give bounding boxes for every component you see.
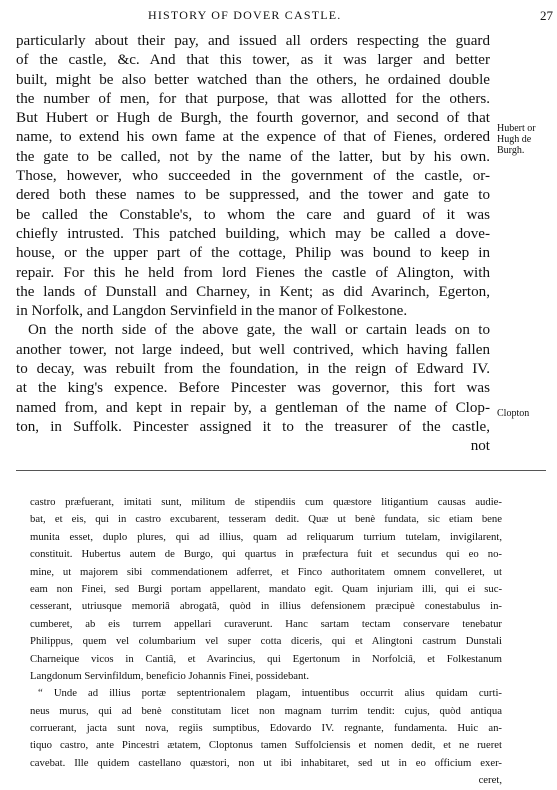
- running-head: [0, 8, 557, 28]
- footnote-line: castro præfuerant, imitati sunt, militum de stipendiis cum quæstore litigantium causas audie-: [30, 496, 502, 508]
- text-line: house, or the upper part of the cottage, Philip was bound to keep in: [16, 245, 490, 262]
- page-number: 27: [540, 8, 553, 23]
- text-line: particularly about their pay, and issued all orders respecting the guard: [16, 33, 490, 49]
- footnote-line: tiquo castro, ante Pincestri ætatem, Cloptonus tamen Suffolciensis et nomen dedit, et ne rueret: [30, 739, 502, 752]
- text-line: On the north side of the above gate, the wall or cartain leads on to: [28, 322, 490, 339]
- text-line: name, to extend his own fame at the expence of that of Fienes, ordered: [16, 129, 490, 146]
- text-line: another tower, not large indeed, but well contrived, which having fallen: [16, 341, 490, 358]
- text-line: the gate to be called, not by the name of the latter, but by his own.: [16, 148, 490, 165]
- footnote-line: eam non Finei, sed Burgi portam appellarent, mandato egit. Quam injuriam illi, qui ei suc-: [30, 582, 502, 595]
- running-head-title: HISTORY OF DOVER CASTLE.: [148, 8, 342, 22]
- text-line: named from, and kept in repair by, a gentleman of the name of Clop-: [16, 399, 490, 416]
- footnote-line: Langdonum Servinfildum, beneficio Johannis Finei, possidebant.: [30, 669, 310, 682]
- text-line: be called the Constable's, to whom the care and guard of it was: [16, 206, 490, 223]
- margin-note-clopton: Clopton: [497, 408, 530, 419]
- margin-note-hubert: Hubert or Hugh de Burgh.: [497, 123, 536, 156]
- footnote-line: ceret,: [478, 774, 502, 787]
- footnote-line: cumberet, ab eis turrem appellari curaverunt. Hanc sartam tectam conservare tenebatur: [30, 617, 502, 630]
- text-line: in Norfolk, and Langdon Servinfield in the manor of Folkestone.: [16, 303, 408, 320]
- footnote-line: cesserant, utriusque memoriâ abrogatâ, quòd in illius defensionem præcipuè conestabulus in-: [30, 600, 502, 613]
- text-line: repair. For this he held from lord Fienes the castle of Alington, with: [16, 264, 490, 281]
- footnote-line: neus murus, qui ad benè constitutam licet non magnam turrim tendit: cujus, quòd antiqua: [30, 704, 502, 717]
- text-line: the number of men, for that purpose, that was allotted for the others.: [16, 90, 490, 107]
- footnote-line: cavebat. Ille quidem castellano quæstori, non ut ibi inhabitaret, sed ut in eo officium exer-: [30, 756, 502, 769]
- text-line: to decay, was rebuilt from the foundation, in the reign of Edward IV.: [16, 361, 490, 378]
- footnote-line: mine, ut majorem sibi commendationem adferret, et Finco authoritatem omnem convelleret, ut: [30, 565, 502, 578]
- text-line: Those, however, who succeeded in the government of the castle, or-: [16, 168, 490, 185]
- footnote-line: “ Unde ad illius portæ septentrionalem plagam, intuentibus occurrit alius quidam curti-: [38, 687, 502, 700]
- text-line: the lands of Dunstall and Charney, in Kent; as did Avarinch, Egerton,: [16, 283, 490, 300]
- text-line: not: [470, 438, 490, 455]
- text-line: of the castle, &c. And that this tower, as it was larger and better: [16, 52, 490, 69]
- text-line: at the king's expence. Before Pincester was governor, this fort was: [16, 380, 490, 397]
- text-line: ton, in Suffolk. Pincester assigned it to the treasurer of the castle,: [16, 418, 490, 435]
- text-line: dered both these names to be suppressed, and the tower and gate to: [16, 187, 490, 204]
- latin-footnote: [30, 494, 502, 790]
- footnote-line: constituit. Hubertus autem de Burgo, qui quartus in præfectura fuit et secundus qui eo no-: [30, 548, 502, 561]
- footnote-line: bat, et eis, qui in castro excubarent, tesseram dedit. Quæ ut benè fundata, sic etiam bene: [30, 513, 502, 526]
- text-line: built, might be also better watched than the others, he ordained double: [16, 71, 490, 88]
- footnote-line: corruerant, jacta sunt nova, regiis sumptibus, Edovardo IV. regnante, fundamenta. Huic an-: [30, 722, 502, 735]
- footnote-divider: [16, 470, 546, 471]
- footnote-line: Philippus, quem vel columbarium vel super cotta diceris, qui et Alingtoni castrum Dunstali: [30, 635, 502, 648]
- text-line: But Hubert or Hugh de Burgh, the fourth governor, and second of that: [16, 110, 490, 127]
- text-line: chiefly intrusted. This patched building, which may be called a dove-: [16, 225, 490, 242]
- main-text: [16, 32, 490, 457]
- footnote-line: munita esset, duplo plures, qui ad illius, quam ad reliquarum turrium tutelam, invigilarent,: [30, 530, 502, 543]
- footnote-line: Charneique vicos in Cantiâ, et Avarincius, qui Egertonum in Norfolciâ, et Folkestanum: [30, 652, 502, 665]
